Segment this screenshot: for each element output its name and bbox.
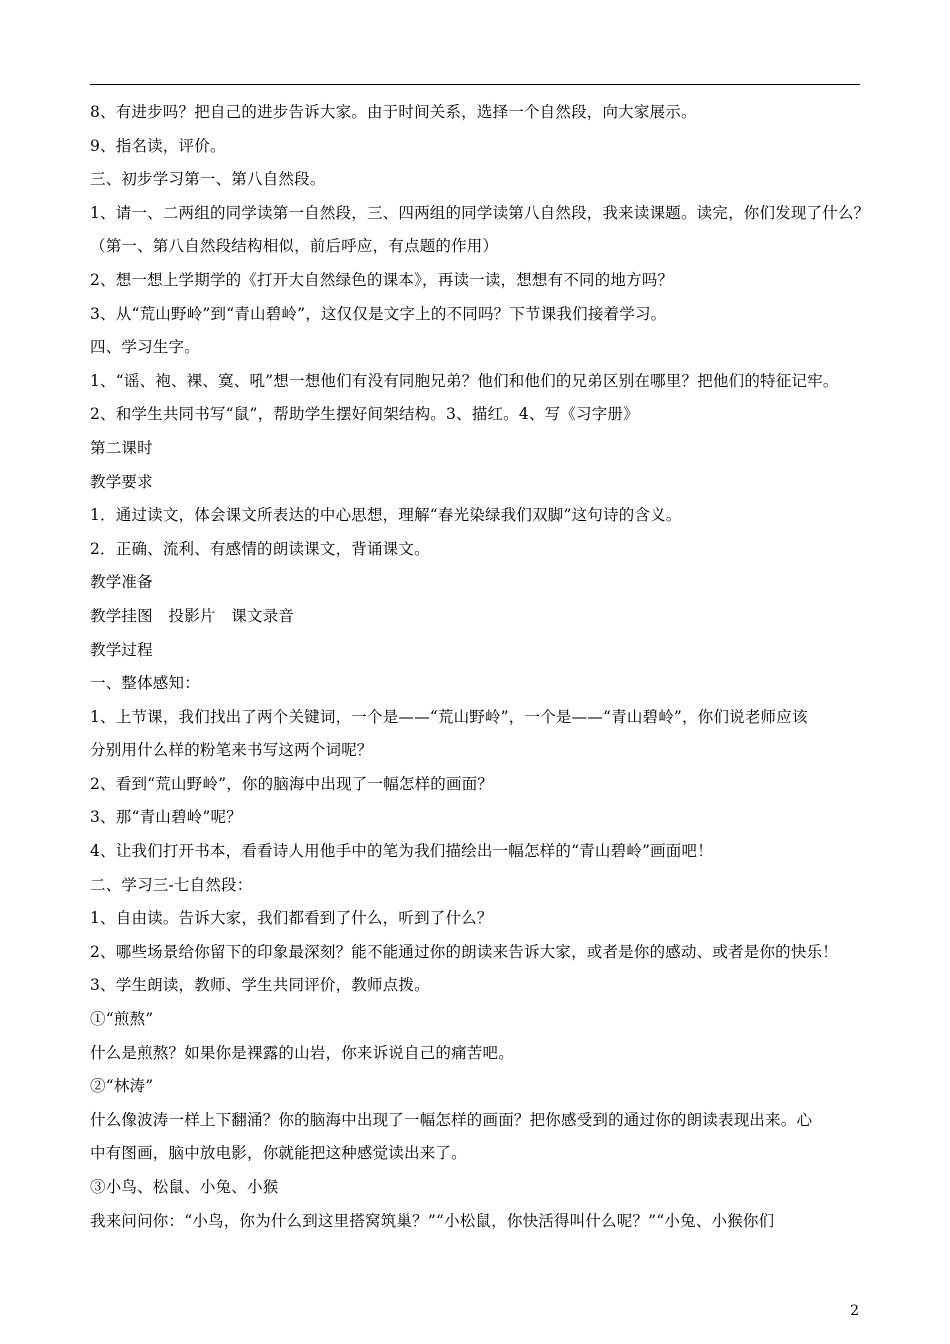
body-text xyxy=(90,96,872,1238)
section-heading: 二、学习三-七自然段： xyxy=(90,875,253,894)
text-line: 2、看到“荒山野岭”，你的脑海中出现了一幅怎样的画面？ xyxy=(90,774,494,793)
text-line: 2、和学生共同书写“鼠”，帮助学生摆好间架结构。3、描红。4、写《习字册》 xyxy=(90,405,639,424)
text-line: 1．通过读文，体会课文所表达的中心思想，理解“春光染绿我们双脚”这句诗的含义。 xyxy=(90,506,682,525)
text-line: 中有图画，脑中放电影，你就能把这种感觉读出来了。 xyxy=(90,1144,467,1163)
text-line: 什么像波涛一样上下翻涌？你的脑海中出现了一幅怎样的画面？把你感受到的通过你的朗读表现出来。心 xyxy=(90,1110,813,1129)
text-line: ①“煎熬” xyxy=(90,1010,154,1029)
text-line: 教学挂图 投影片 课文录音 xyxy=(90,606,295,625)
text-line: 什么是煎熬？如果你是裸露的山岩，你来诉说自己的痛苦吧。 xyxy=(90,1043,514,1062)
text-line: ③小鸟、松鼠、小兔、小猴 xyxy=(90,1178,279,1196)
text-line: 8、有进步吗？把自己的进步告诉大家。由于时间关系，选择一个自然段，向大家展示。 xyxy=(90,103,697,121)
text-line: 1、“谣、袍、裸、寞、吼”想一想他们有没有同胞兄弟？他们和他们的兄弟区别在哪里？把他们的特征记牢。 xyxy=(90,371,839,390)
text-line: 1、请一、二两组的同学读第一自然段，三、四两组的同学读第八自然段，我来读课题。读完，你们发现了什么？ xyxy=(90,203,870,222)
text-line: 4、让我们打开书本，看看诗人用他手中的笔为我们描绘出一幅怎样的“青山碧岭”画面吧！ xyxy=(90,842,713,861)
text-line: 1、自由读。告诉大家，我们都看到了什么，听到了什么？ xyxy=(90,909,493,928)
text-line: （第一、第八自然段结构相似，前后呼应，有点题的作用） xyxy=(90,237,499,256)
text-line: 3、学生朗读，教师、学生共同评价，教师点拨。 xyxy=(90,976,430,995)
text-line: 2、想一想上学期学的《打开大自然绿色的课本》，再读一读，想想有不同的地方吗？ xyxy=(90,270,674,289)
section-heading: 一、整体感知： xyxy=(90,674,200,693)
header-rule xyxy=(90,84,860,85)
section-heading: 四、学习生字。 xyxy=(90,338,200,357)
text-line: 2．正确、流利、有感情的朗读课文，背诵课文。 xyxy=(90,539,430,558)
lesson-heading: 第二课时 xyxy=(90,438,153,457)
text-line: 2、哪些场景给你留下的印象最深刻？能不能通过你的朗读来告诉大家，或者是你的感动、或者是你的快乐！ xyxy=(90,942,838,961)
text-line: 1、上节课，我们找出了两个关键词，一个是——“荒山野岭”，一个是——“青山碧岭”，你们说老师应该 xyxy=(90,707,808,726)
text-line: ②“林涛” xyxy=(90,1077,154,1096)
text-line: 3、那“青山碧岭”呢？ xyxy=(90,808,242,827)
text-line: 分别用什么样的粉笔来书写这两个词呢？ xyxy=(90,741,373,760)
page-number: 2 xyxy=(850,1303,859,1319)
section-heading: 教学过程 xyxy=(90,640,153,659)
text-line: 我来问问你：“小鸟，你为什么到这里搭窝筑巢？”“小松鼠，你快活得叫什么呢？”“小兔、小猴你们 xyxy=(90,1211,775,1230)
section-heading: 教学要求 xyxy=(90,472,153,491)
text-line: 3、从“荒山野岭”到“青山碧岭”，这仅仅是文字上的不同吗？下节课我们接着学习。 xyxy=(90,304,667,323)
section-heading: 教学准备 xyxy=(90,573,153,592)
section-heading: 三、初步学习第一、第八自然段。 xyxy=(90,170,326,189)
text-line: 9、指名读，评价。 xyxy=(90,136,226,155)
